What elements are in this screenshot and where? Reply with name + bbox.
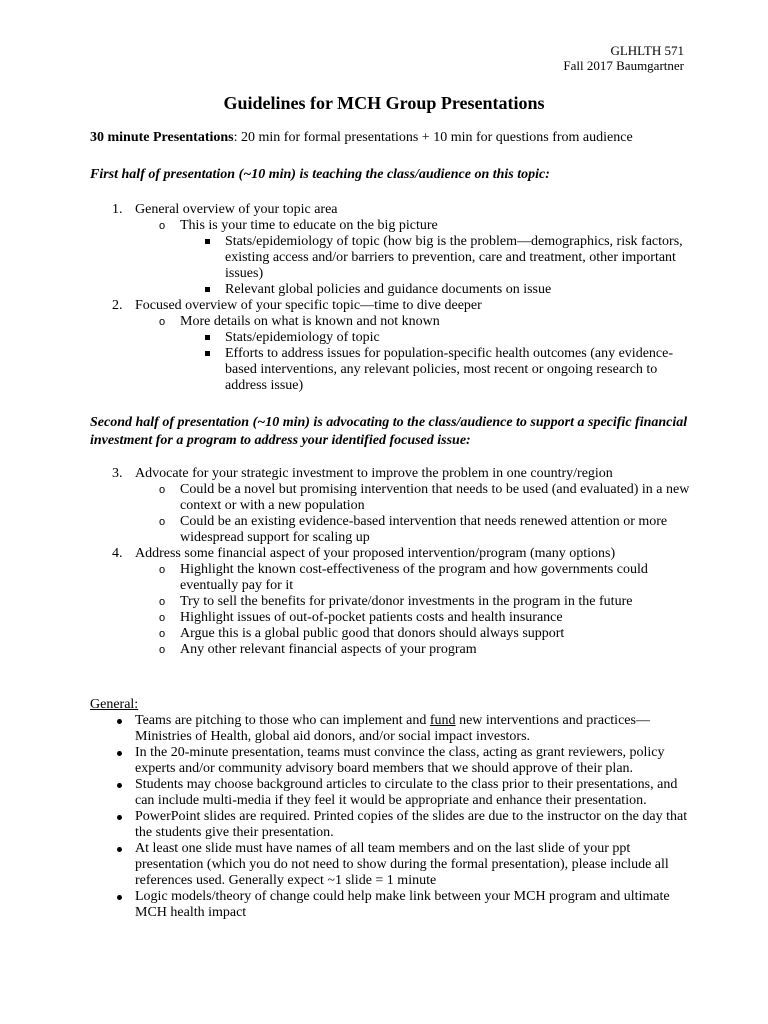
general-bullet: [90, 809, 690, 841]
bullet-text: PowerPoint slides are required. Printed copies of the slides are due to the instructor on the day that the students give their presentation.: [135, 809, 688, 840]
square-bullet-icon: [205, 239, 210, 244]
list-item-2: [90, 298, 690, 314]
bullet-text-post: new interventions and practices—Ministries of Health, global aid donors, and/or social impact investors.: [135, 713, 650, 744]
sub-sub-item: [90, 282, 690, 298]
bullet-text: At least one slide must have names of all team members and on the last slide of your ppt presentation (which you do not need to show during the formal presentation), please include all references used. Generally expect ~1 slide = 1 minute: [135, 841, 669, 888]
bullet-text: Students may choose background articles to circulate to the class prior to their presentations, and can include multi-media if they feel it would be appropriate and enhance their presentation.: [135, 777, 678, 808]
bullet-text: In the 20-minute presentation, teams must convince the class, acting as grant reviewers, policy experts and/or community advisory board members that we should approve of their plan.: [135, 745, 665, 776]
general-heading: General:: [90, 697, 139, 712]
bullet-dot-icon: [117, 783, 122, 788]
circle-bullet-icon: o: [159, 628, 166, 640]
sub-item: [90, 482, 690, 514]
sub-sub-item-text: Stats/epidemiology of topic (how big is the problem—demographics, risk factors, existing access and/or barriers to prevention, care and treatment, other important issues): [225, 234, 683, 281]
sub-sub-item: [90, 234, 690, 282]
item-number: 2.: [112, 298, 123, 313]
sub-sub-item: [90, 330, 690, 346]
sub-sub-item-text: Efforts to address issues for population-specific health outcomes (any evidence-based interventions, any relevant policies, most recent or ongoing research to address issue): [225, 346, 673, 393]
item-number: 3.: [112, 466, 123, 481]
circle-bullet-icon: o: [159, 516, 166, 528]
sub-item: [90, 610, 690, 626]
sub-item: [90, 514, 690, 546]
sub-item-text: Any other relevant financial aspects of your program: [180, 642, 477, 657]
bullet-dot-icon: [117, 815, 122, 820]
list-item-1: [90, 202, 690, 218]
circle-bullet-icon: o: [159, 316, 166, 328]
sub-item-text: This is your time to educate on the big picture: [180, 218, 438, 233]
document-title: Guidelines for MCH Group Presentations: [223, 93, 545, 113]
sub-item: [90, 642, 690, 658]
sub-item: [90, 218, 690, 234]
sub-sub-item-text: Relevant global policies and guidance documents on issue: [225, 282, 552, 297]
sub-item-text: More details on what is known and not known: [180, 314, 440, 329]
sub-item: [90, 314, 690, 330]
sub-item: [90, 626, 690, 642]
bullet-dot-icon: [117, 751, 122, 756]
general-bullet: [90, 889, 690, 921]
bullet-dot-icon: [117, 895, 122, 900]
square-bullet-icon: [205, 351, 210, 356]
circle-bullet-icon: o: [159, 612, 166, 624]
course-term: Fall 2017 Baumgartner: [563, 58, 684, 73]
circle-bullet-icon: o: [159, 596, 166, 608]
general-bullet: [90, 713, 690, 745]
sub-item-text: Highlight issues of out-of-pocket patients costs and health insurance: [180, 610, 563, 625]
square-bullet-icon: [205, 287, 210, 292]
sub-sub-item-text: Stats/epidemiology of topic: [225, 330, 380, 345]
bullet-text: Logic models/theory of change could help make link between your MCH program and ultimate MCH health impact: [135, 889, 670, 920]
list-item-4: [90, 546, 690, 562]
circle-bullet-icon: o: [159, 564, 166, 576]
bullet-text-pre: Teams are pitching to those who can implement and: [135, 713, 430, 728]
square-bullet-icon: [205, 335, 210, 340]
item-text: Address some financial aspect of your proposed intervention/program (many options): [135, 546, 616, 561]
circle-bullet-icon: o: [159, 220, 166, 232]
item-text: General overview of your topic area: [135, 202, 338, 217]
sub-item: [90, 562, 690, 594]
sub-item-text: Highlight the known cost-effectiveness of the program and how governments could eventually pay for it: [180, 562, 648, 593]
bullet-dot-icon: [117, 719, 122, 724]
sub-item-text: Try to sell the benefits for private/donor investments in the program in the future: [180, 594, 633, 609]
section2-list: [90, 466, 690, 658]
bullet-dot-icon: [117, 847, 122, 852]
list-item-3: [90, 466, 690, 482]
intro-bold: 30 minute Presentations: [90, 130, 234, 145]
sub-sub-item: [90, 346, 690, 394]
item-text: Focused overview of your specific topic—time to dive deeper: [135, 298, 482, 313]
item-text: Advocate for your strategic investment to improve the problem in one country/region: [135, 466, 613, 481]
sub-item-text: Could be a novel but promising intervention that needs to be used (and evaluated) in a new context or with a new population: [180, 482, 690, 513]
course-header: [563, 43, 684, 73]
general-bullet: [90, 841, 690, 889]
general-bullet: [90, 745, 690, 777]
sub-item-text: Could be an existing evidence-based intervention that needs renewed attention or more widespread support for scaling up: [180, 514, 668, 545]
section2-heading: Second half of presentation (~10 min) is advocating to the class/audience to support a specific financial investment for a program to address your identified focused issue:: [90, 415, 688, 448]
general-bullet: [90, 777, 690, 809]
bullet-text-underlined: fund: [429, 713, 456, 728]
sub-item: [90, 594, 690, 610]
circle-bullet-icon: o: [159, 644, 166, 656]
general-list: [90, 713, 690, 921]
intro-rest: : 20 min for formal presentations + 10 min for questions from audience: [233, 130, 633, 145]
section1-list: [90, 202, 690, 394]
intro-line: [90, 130, 690, 146]
item-number: 1.: [112, 202, 123, 217]
sub-item-text: Argue this is a global public good that donors should always support: [180, 626, 565, 641]
course-code: GLHLTH 571: [610, 43, 684, 58]
circle-bullet-icon: o: [159, 484, 166, 496]
section1-heading: First half of presentation (~10 min) is teaching the class/audience on this topic:: [90, 167, 550, 182]
item-number: 4.: [112, 546, 123, 561]
